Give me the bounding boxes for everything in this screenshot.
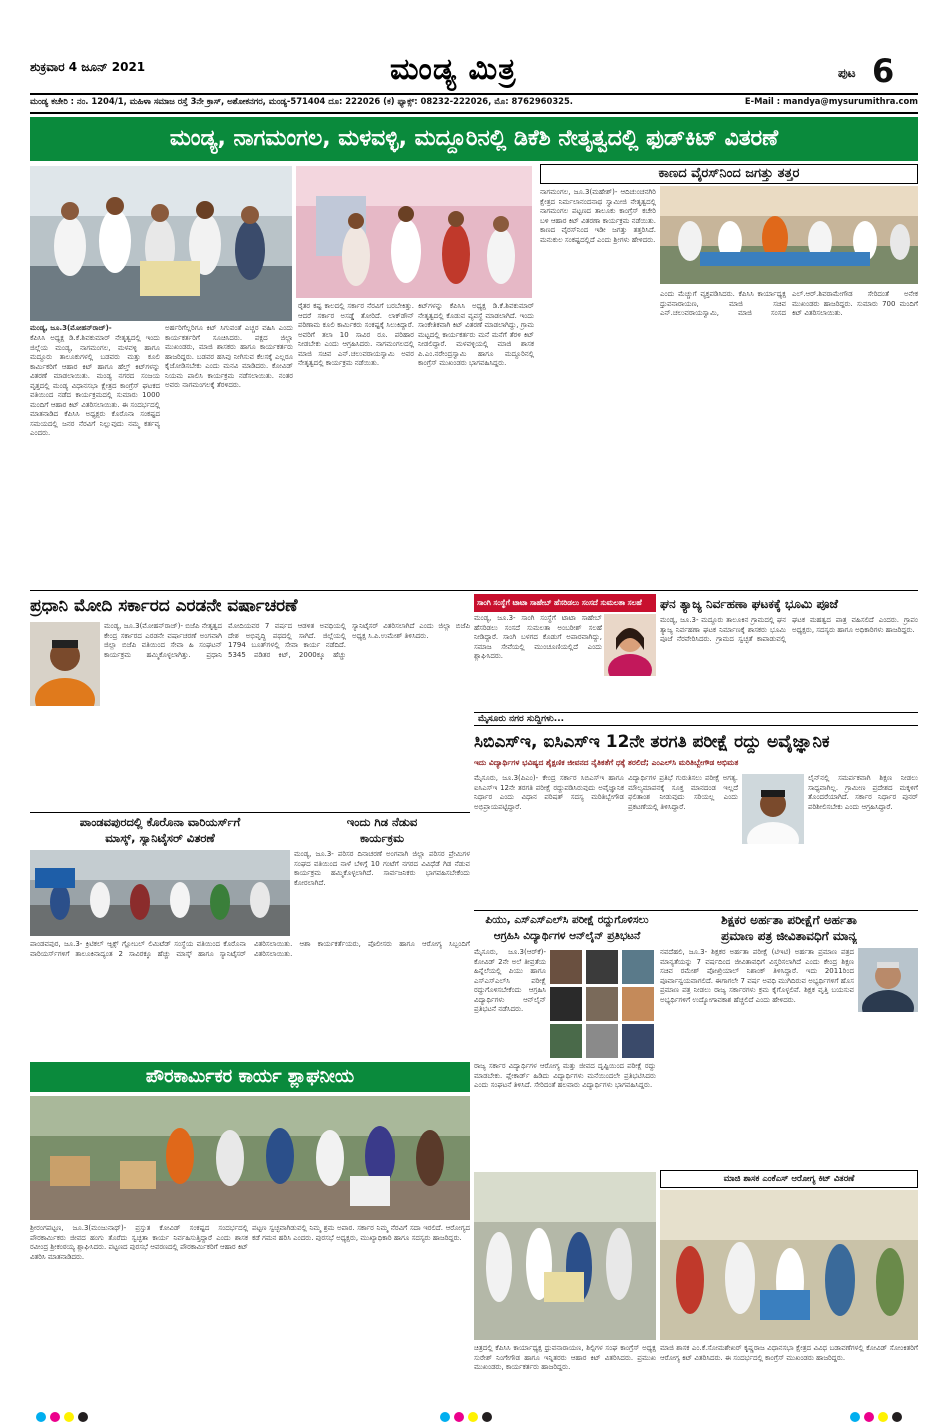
pandavapura-headline-2: ಮಾಸ್ಕ್, ಸ್ಯಾನಿಟೈಸರ್ ವಿತರಣೆ [105, 831, 215, 845]
teacher-headline-1: ಶಿಕ್ಷಕರ ಅರ್ಹತಾ ಪರೀಕ್ಷೆಗೆ ಅರ್ಹತಾ [721, 913, 857, 927]
main-banner [30, 117, 918, 161]
modi-headline: ಪ್ರಧಾನಿ ಮೋದಿ ಸರ್ಕಾರದ ಎರಡನೇ ವರ್ಷಾಚರಣೆ [30, 596, 298, 616]
page-label: ಪುಟ [838, 66, 856, 80]
lead-photo-2 [296, 166, 532, 298]
indu-headline-1: ಇಂದು ಗಿಡ ನೆಡುವ [346, 815, 418, 829]
cbse-headline: ಸಿಬಿಎಸ್‌ಇ, ಐಸಿಎಸ್‌ಇ 12ನೇ ತರಗತಿ ಪರೀಕ್ಷೆ ರದ್ದು ಅವೈಜ್ಞಾನಿಕ [474, 732, 830, 752]
puc-headline-1: ಪಿಯು, ಎಸ್‌ಎಸ್‌ಎಲ್‌ಸಿ ಪರೀಕ್ಷೆ ರದ್ದುಗೊಳಿಸಲು [485, 914, 649, 926]
lead-text-col3: ರೈತರ ಕಷ್ಟ ಕಾಲದಲ್ಲಿ ಸರ್ಕಾರ ನೆರವಿಗೆ ಬರಬೇಕಿತ್ತು. ಆದರೆ ಸರ್ಕಾರ ಅಸಡ್ಡೆ ತೋರಿದೆ. ಲಾಕ್‌ಡೌನ್ ಪರಿಣಾಮ ಕೂಲಿ ಕಾರ್ಮಿಕರು ಸಂಕಷ್ಟಕ್ಕೆ ಸಿಲುಕಿದ್ದಾರೆ. ಅವರಿಗೆ ತಲಾ 10 ಸಾವಿರ ರೂ. ಪರಿಹಾರ ನೀಡಬೇಕು ಎಂದು ಆಗ್ರಹಿಸಿದರು. ನಾಗಮಂಗಲದಲ್ಲಿ ಮಾಜಿ ಸಚಿವ ಎನ್.ಚಲುವರಾಯಸ್ವಾಮಿ ಅವರ ನೇತೃತ್ವದಲ್ಲಿ ಕಾರ್ಯಕ್ರಮ ನಡೆಯಿತು. [298, 302, 414, 367]
indu-headline-2: ಕಾರ್ಯಕ್ರಮ [359, 831, 405, 845]
sumalatha-headline-box [474, 594, 656, 612]
health-kit-headline-box [660, 1170, 918, 1188]
pourakarmika-text-col1: ಶ್ರೀರಂಗಪಟ್ಟಣ, ಜೂ.3(ಮಂಜುನಾಥ್)- ಪ್ರಸ್ತುತ ಕೋವಿಡ್ ಸಂಕಷ್ಟದ ಸಂದರ್ಭದಲ್ಲಿ ಪೌರಕಾರ್ಮಿಕರು ಜೀವದ ಹಂಗು ತೊರೆದು ಸ್ವಚ್ಛತಾ ಕಾರ್ಯ ನಿರ್ವಹಿಸುತ್ತಿದ್ದಾರೆ ಎಂದು ಶಾಸಕ ರವೀಂದ್ರ ಶ್ರೀಕಂಠಯ್ಯ ಶ್ಲಾಘಿಸಿದರು. ಪಟ್ಟಣದ ಪುರಸಭೆ ಆವರಣದಲ್ಲಿ ಪೌರಕಾರ್ಮಿಕರಿಗೆ ಆಹಾರ ಕಿಟ್ ವಿತರಿಸಿ ಮಾತನಾಡಿದರು. [30, 1224, 248, 1261]
bhoomi-headline: ಘನ ತ್ಯಾಜ್ಯ ನಿರ್ವಹಣಾ ಘಟಕಕ್ಕೆ ಭೂಮಿ ಪೂಜೆ [660, 597, 839, 611]
health-kit-photo [660, 1190, 918, 1340]
teacher-headline-2: ಪ್ರಮಾಣ ಪತ್ರ ಜೀವಿತಾವಧಿಗೆ ಮಾನ್ಯ [721, 929, 857, 943]
modi-text: ಮಂಡ್ಯ, ಜೂ.3(ಮೋಹನ್‌ರಾಜ್)- ಬಿಜೆಪಿ ನೇತೃತ್ವದ ಕೇಂದ್ರ ಸರ್ಕಾರದ ಎರಡನೇ ವರ್ಷಾಚರಣೆ ಅಂಗವಾಗಿ ಜಿಲ್ಲಾ ಬಿಜೆಪಿ ವತಿಯಿಂದ ಸೇವಾ ಹಿ ಸಂಘಟನ್ ಕಾರ್ಯಕ್ರಮ ಹಮ್ಮಿಕೊಳ್ಳಲಾಗಿತ್ತು. ಪ್ರಧಾನಿ ಮೋದಿಯವರ 7 ವರ್ಷದ ಆಡಳಿತ ಅವಧಿಯಲ್ಲಿ ದೇಶ ಅಭಿವೃದ್ಧಿ ಪಥದಲ್ಲಿ ಸಾಗಿದೆ. ಜಿಲ್ಲೆಯಲ್ಲಿ 1794 ಬೂತ್‌ಗಳಲ್ಲಿ ಸೇವಾ ಕಾರ್ಯ ನಡೆದಿದೆ. 5345 ಪಡಿತರ ಕಿಟ್, 2000ಕ್ಕೂ ಹೆಚ್ಚು ಸ್ಯಾನಿಟೈಸರ್ ವಿತರಿಸಲಾಗಿದೆ ಎಂದು ಜಿಲ್ಲಾ ಬಿಜೆಪಿ ಅಧ್ಯಕ್ಷ ಸಿ.ಪಿ.ಉಮೇಶ್ ತಿಳಿಸಿದರು. [104, 622, 470, 659]
cbse-portrait [742, 774, 804, 844]
email-text: E-Mail : mandya@mysurumithra.com [744, 96, 918, 106]
pourakarmika-text-col2: ಪಟ್ಟಣ ಸ್ವಚ್ಛವಾಗಿಡುವಲ್ಲಿ ನಿಮ್ಮ ಶ್ರಮ ಅಪಾರ. ಸರ್ಕಾರ ನಿಮ್ಮ ನೆರವಿಗೆ ಸದಾ ಇರಲಿದೆ. ಆರೋಗ್ಯದ ಕಡೆ ಗಮನ ಹರಿಸಿ ಎಂದರು. ಪುರಸಭೆ ಅಧ್ಯಕ್ಷರು, ಮುಖ್ಯಾಧಿಕಾರಿ ಹಾಗೂ ಸದಸ್ಯರು ಹಾಜರಿದ್ದರು. [252, 1224, 470, 1242]
address-text: ಮಂಡ್ಯ ಕಚೇರಿ : ನಂ. 1204/1, ಮಹಿಳಾ ಸಮಾಜ ರಸ್ತೆ 3ನೇ ಕ್ರಾಸ್, ಅಶೋಕನಗರ, ಮಂಡ್ಯ-571404 ದೂ: 222026 (ಕ) ಫ್ಯಾಕ್ಸ್: 08232-222026, ಮೊ: 8762960325. [30, 96, 573, 106]
pourakarmika-headline: ಪೌರಕಾರ್ಮಿಕರ ಕಾರ್ಯ ಶ್ಲಾಘನೀಯ [145, 1066, 355, 1087]
teacher-text: ನವದೆಹಲಿ, ಜೂ.3- ಶಿಕ್ಷಕರ ಅರ್ಹತಾ ಪರೀಕ್ಷೆ (ಟಿಇಟಿ) ಅರ್ಹತಾ ಪ್ರಮಾಣ ಪತ್ರದ ಮಾನ್ಯತೆಯನ್ನು 7 ವರ್ಷದಿಂದ ಜೀವಿತಾವಧಿಗೆ ವಿಸ್ತರಿಸಲಾಗಿದೆ ಎಂದು ಕೇಂದ್ರ ಶಿಕ್ಷಣ ಸಚಿವ ರಮೇಶ್ ಪೋಖ್ರಿಯಾಲ್ ನಿಶಾಂಕ್ ತಿಳಿಸಿದ್ದಾರೆ. ಇದು 2011ರಿಂದ ಪೂರ್ವಾನ್ವಯವಾಗಲಿದೆ. ಈಗಾಗಲೇ 7 ವರ್ಷ ಅವಧಿ ಮುಗಿದಿರುವ ಅಭ್ಯರ್ಥಿಗಳಿಗೆ ಹೊಸ ಪ್ರಮಾಣ ಪತ್ರ ನೀಡಲು ರಾಜ್ಯ ಸರ್ಕಾರಗಳು ಕ್ರಮ ಕೈಗೊಳ್ಳಲಿವೆ. ಶಿಕ್ಷಕ ವೃತ್ತಿ ಬಯಸುವ ಅಭ್ಯರ್ಥಿಗಳಿಗೆ ಉದ್ಯೋಗಾವಕಾಶ ಹೆಚ್ಚಲಿದೆ ಎಂದು ಹೇಳಿದರು. [660, 948, 854, 1004]
lead-photo-1 [30, 166, 292, 321]
pourakarmika-headline-box [30, 1062, 470, 1092]
virus-headline-box [540, 164, 918, 184]
lead-text-col1: ಕೆಪಿಸಿಸಿ ಅಧ್ಯಕ್ಷ ಡಿ.ಕೆ.ಶಿವಕುಮಾರ್ ನೇತೃತ್ವದಲ್ಲಿ ಇಂದು ಜಿಲ್ಲೆಯ ಮಂಡ್ಯ, ನಾಗಮಂಗಲ, ಮಳವಳ್ಳಿ ಹಾಗೂ ಮದ್ದೂರು ತಾಲೂಕುಗಳಲ್ಲಿ ಬಡವರು ಮತ್ತು ಕೂಲಿ ಕಾರ್ಮಿಕರಿಗೆ ಆಹಾರ ಕಿಟ್ ಹಾಗೂ ಹೆಲ್ತ್ ಕಿಟ್‌ಗಳನ್ನು ವಿತರಣೆ ಮಾಡಲಾಯಿತು. ಮಂಡ್ಯ ನಗರದ ಸಂಜಯ ವೃತ್ತದಲ್ಲಿ ಮಂಡ್ಯ ವಿಧಾನಸಭಾ ಕ್ಷೇತ್ರದ ಕಾಂಗ್ರೆಸ್ ಘಟಕದ ವತಿಯಿಂದ ನಡೆದ ಕಾರ್ಯಕ್ರಮದಲ್ಲಿ ಸುಮಾರು 1000 ಮಂದಿಗೆ ಆಹಾರ ಕಿಟ್ ವಿತರಿಸಲಾಯಿತು. ಈ ಸಂದರ್ಭದಲ್ಲಿ ಮಾತನಾಡಿದ ಕೆಪಿಸಿಸಿ ಅಧ್ಯಕ್ಷರು ಕೊರೊನಾ ಸಂಕಷ್ಟದ ಸಮಯದಲ್ಲಿ ಜನರ ನೆರವಿಗೆ ನಿಲ್ಲುವುದು ನಮ್ಮ ಕರ್ತವ್ಯ ಎಂದರು. [30, 334, 160, 437]
virus-photo [660, 186, 918, 284]
mysuru-strip [474, 712, 918, 726]
cbse-text-col3: ಲೈನ್‌ನಲ್ಲಿ ಸಮರ್ಪಕವಾಗಿ ಶಿಕ್ಷಣ ನೀಡಲು ಸಾಧ್ಯವಾಗಿಲ್ಲ. ಗ್ರಾಮೀಣ ಪ್ರದೇಶದ ಮಕ್ಕಳಿಗೆ ತೊಂದರೆಯಾಗಿದೆ. ಸರ್ಕಾರ ನಿರ್ಧಾರ ಪುನರ್ ಪರಿಶೀಲಿಸಬೇಕು ಎಂದು ಆಗ್ರಹಿಸಿದ್ದಾರೆ. [808, 774, 918, 811]
sumalatha-headline: ಸಾಂಗಿ ಸಂಸ್ಥೆಗೆ ಟಾಟಾ ಸಾಹೇಬ್ ಹೆಸರಿಡಲು ಸಂಸದೆ ಸುಮಲತಾ ಸಲಹೆ [477, 598, 642, 607]
puc-text-col2: ರಾಜ್ಯ ಸರ್ಕಾರ ವಿದ್ಯಾರ್ಥಿಗಳ ಆರೋಗ್ಯ ಮತ್ತು ಜೀವದ ದೃಷ್ಟಿಯಿಂದ ಪರೀಕ್ಷೆ ರದ್ದು ಮಾಡಬೇಕು. ಪ್ಲೇಕಾರ್ಡ್ ಹಿಡಿದು ವಿದ್ಯಾರ್ಥಿಗಳು ಮನೆಯಿಂದಲೇ ಪ್ರತಿಭಟಿಸಿದರು ಎಂದು ಸಂಘಟನೆ ತಿಳಿಸಿದೆ. ಸೇರಿದಂತೆ ಹಲವಾರು ವಿದ್ಯಾರ್ಥಿಗಳು ಭಾಗವಹಿಸಿದ್ದರು. [474, 1062, 656, 1089]
health-kit-text: ಮಾಜಿ ಶಾಸಕ ಎಂ.ಕೆ.ಸೋಮಶೇಖರ್ ಕೃಷ್ಣರಾಜ ವಿಧಾನಸಭಾ ಕ್ಷೇತ್ರದ ವಿವಿಧ ಬಡಾವಣೆಗಳಲ್ಲಿ ಕೋವಿಡ್ ಸೋಂಕಿತರಿಗೆ ಆರೋಗ್ಯ ಕಿಟ್ ವಿತರಿಸಿದರು. ಈ ಸಂದರ್ಭದಲ್ಲಿ ಕಾಂಗ್ರೆಸ್ ಮುಖಂಡರು ಹಾಜರಿದ್ದರು. [660, 1344, 918, 1362]
virus-text-col1: ನಾಗಮಂಗಲ, ಜೂ.3(ಮಹೇಶ್)- ಆದಿಚುಂಚನಗಿರಿ ಕ್ಷೇತ್ರದ ನಿರ್ಮಲಾನಂದನಾಥ ಸ್ವಾಮೀಜಿ ನೇತೃತ್ವದಲ್ಲಿ ನಾಗಮಂಗಲ ಪಟ್ಟಣದ ತಾಲೂಕು ಕಾಂಗ್ರೆಸ್ ಕಚೇರಿ ಬಳಿ ಆಹಾರ ಕಿಟ್ ವಿತರಣಾ ಕಾರ್ಯಕ್ರಮ ನಡೆಯಿತು. ಕಾಣದ ವೈರಸ್‌ನಿಂದ ಇಡೀ ಜಗತ್ತು ತತ್ತರಿಸಿದೆ. ಮನುಕುಲ ಸಂಕಷ್ಟದಲ್ಲಿದೆ ಎಂದು ಶ್ರೀಗಳು ಹೇಳಿದರು. [540, 188, 656, 244]
issue-date: ಶುಕ್ರವಾರ 4 ಜೂನ್ 2021 [30, 60, 146, 74]
puc-photo-grid [548, 948, 656, 1060]
indu-text: ಮಂಡ್ಯ, ಜೂ.3- ಪರಿಸರ ದಿನಾಚರಣೆ ಅಂಗವಾಗಿ ಜಿಲ್ಲಾ ಪರಿಸರ ಪ್ರೇಮಿಗಳ ಸಂಘದ ವತಿಯಿಂದ ನಾಳೆ ಬೆಳಿಗ್ಗೆ 10 ಗಂಟೆಗೆ ನಗರದ ವಿವಿಧೆಡೆ ಗಿಡ ನೆಡುವ ಕಾರ್ಯಕ್ರಮ ಹಮ್ಮಿಕೊಳ್ಳಲಾಗಿದೆ. ಸಾರ್ವಜನಿಕರು ಭಾಗವಹಿಸಬೇಕೆಂದು ಕೋರಲಾಗಿದೆ. [294, 850, 470, 887]
page-number: 6 [872, 52, 895, 90]
modi-portrait [30, 622, 100, 706]
virus-text-col2: ಎಂದು ಮೆಚ್ಚುಗೆ ವ್ಯಕ್ತಪಡಿಸಿದರು. ಕೆಪಿಸಿಸಿ ಕಾರ್ಯಾಧ್ಯಕ್ಷ ಧ್ರುವನಾರಾಯಣ, ಮಾಜಿ ಸಚಿವ ಎನ್.ಚಲುವರಾಯಸ್ವಾಮಿ, ಮಾಜಿ ಸಂಸದ ಎಲ್.ಆರ್.ಶಿವರಾಮೇಗೌಡ ಸೇರಿದಂತೆ ಅನೇಕ ಮುಖಂಡರು ಹಾಜರಿದ್ದರು. ಸುಮಾರು 700 ಮಂದಿಗೆ ಕಿಟ್ ವಿತರಿಸಲಾಯಿತು. [660, 290, 918, 317]
sumalatha-portrait [604, 614, 656, 676]
office-address [30, 96, 918, 112]
cbse-text-col2: ವಿದ್ಯಾರ್ಥಿಗಳ ಪ್ರತಿಭೆ ಗುರುತಿಸಲು ಪರೀಕ್ಷೆ ಅಗತ್ಯ. ಮೌಲ್ಯಮಾಪನಕ್ಕೆ ಸೂಕ್ತ ಮಾನದಂಡ ಇಲ್ಲದೆ ಫಲಿತಾಂಶ ನೀಡುವುದು ಸರಿಯಲ್ಲ ಎಂದು ಪ್ರಕಟಣೆಯಲ್ಲಿ ತಿಳಿಸಿದ್ದಾರೆ. [628, 774, 738, 811]
print-color-marks-right [850, 1407, 906, 1426]
lead-text-col2: ಅರ್ಹರಿಗೆಲ್ಲರಿಗೂ ಕಿಟ್ ಸಿಗುವಂತೆ ಎಚ್ಚರ ವಹಿಸಿ ಎಂದು ಕಾರ್ಯಕರ್ತರಿಗೆ ಸೂಚಿಸಿದರು. ಪಕ್ಷದ ಜಿಲ್ಲಾ ಮುಖಂಡರು, ಮಾಜಿ ಶಾಸಕರು ಹಾಗೂ ಕಾರ್ಯಕರ್ತರು ಹಾಜರಿದ್ದರು. ಬಡವರ ಹಸಿವು ನೀಗಿಸುವ ಕೆಲಸಕ್ಕೆ ಎಲ್ಲರೂ ಕೈಜೋಡಿಸಬೇಕು ಎಂದು ಮನವಿ ಮಾಡಿದರು. ಕೋವಿಡ್ ನಿಯಮ ಪಾಲಿಸಿ ಕಾರ್ಯಕ್ರಮ ನಡೆಸಲಾಯಿತು. ನಂತರ ಅವರು ನಾಗಮಂಗಲಕ್ಕೆ ತೆರಳಿದರು. [165, 324, 293, 389]
print-color-marks-center [440, 1407, 496, 1426]
lead-text-col4: ಕಿಟ್‌ಗಳನ್ನು ಕೆಪಿಸಿಸಿ ಅಧ್ಯಕ್ಷ ಡಿ.ಕೆ.ಶಿವಕುಮಾರ್ ನೇತೃತ್ವದಲ್ಲಿ ಕೊಡುವ ವ್ಯವಸ್ಥೆ ಮಾಡಲಾಗಿದೆ. ಇಂದು ಸಾಂಕೇತಿಕವಾಗಿ ಕಿಟ್ ವಿತರಣೆ ಮಾಡಲಾಗಿದ್ದು, ಗ್ರಾಮ ಮಟ್ಟದಲ್ಲಿ ಕಾರ್ಯಕರ್ತರು ಮನೆ ಮನೆಗೆ ತೆರಳಿ ಕಿಟ್ ನೀಡಲಿದ್ದಾರೆ. ಮಳವಳ್ಳಿಯಲ್ಲಿ ಮಾಜಿ ಶಾಸಕ ಪಿ.ಎಂ.ನರೇಂದ್ರಸ್ವಾಮಿ ಹಾಗೂ ಮದ್ದೂರಿನಲ್ಲಿ ಕಾಂಗ್ರೆಸ್ ಮುಖಂಡರು ಭಾಗವಹಿಸಿದ್ದರು. [418, 302, 534, 367]
cbse-subhead: ಇದು ವಿದ್ಯಾರ್ಥಿಗಳ ಭವಿಷ್ಯದ ಶೈಕ್ಷಣಿಕ ಜೀವನದ ನೈತಿಕತೆಗೆ ಧಕ್ಕೆ ತರಲಿದೆ; ಎಂಎಲ್‌ಸಿ ಮರಿತಿಬ್ಬೇಗೌಡ ಅಭಿಮತ [474, 758, 739, 767]
virus-headline: ಕಾಣದ ವೈರಸ್‌ನಿಂದ ಜಗತ್ತು ತತ್ತರ [658, 166, 800, 181]
sumalatha-text: ಮಂಡ್ಯ, ಜೂ.3- ಸಾಂಗಿ ಸಂಸ್ಥೆಗೆ ಟಾಟಾ ಸಾಹೇಬ್ ಹೆಸರಿಡಲು ಸಂಸದೆ ಸುಮಲತಾ ಅಂಬರೀಶ್ ಸಲಹೆ ನೀಡಿದ್ದಾರೆ. ಸಾಂಗಿ ಬಳಗದ ಕೊಡುಗೆ ಅಪಾರವಾಗಿದ್ದು, ಸಮಾಜ ಸೇವೆಯಲ್ಲಿ ಮುಂಚೂಣಿಯಲ್ಲಿದೆ ಎಂದು ಶ್ಲಾಘಿಸಿದರು. [474, 614, 602, 660]
banner-headline: ಮಂಡ್ಯ, ನಾಗಮಂಗಲ, ಮಳವಳ್ಳಿ, ಮದ್ದೂರಿನಲ್ಲಿ ಡಿಕೆಶಿ ನೇತೃತ್ವದಲ್ಲಿ ಫುಡ್‌ಕಿಟ್ ವಿತರಣೆ [169, 126, 779, 151]
pandavapura-headline-1: ಪಾಂಡವಪುರದಲ್ಲಿ ಕೊರೊನಾ ವಾರಿಯರ್ಸ್‌ಗೆ [79, 815, 241, 829]
cbse-text-col1: ಮೈಸೂರು, ಜೂ.3(ಪಿಎಂ)- ಕೇಂದ್ರ ಸರ್ಕಾರ ಸಿಬಿಎಸ್‌ಇ ಹಾಗೂ ಐಸಿಎಸ್‌ಇ 12ನೇ ತರಗತಿ ಪರೀಕ್ಷೆ ರದ್ದುಪಡಿಸಿರುವುದು ಅವೈಜ್ಞಾನಿಕ ನಿರ್ಧಾರ ಎಂದು ವಿಧಾನ ಪರಿಷತ್ ಸದಸ್ಯ ಮರಿತಿಬ್ಬೇಗೌಡ ಅಭಿಪ್ರಾಯಪಟ್ಟಿದ್ದಾರೆ. [474, 774, 624, 811]
mysuru-strip-label: ಮೈಸೂರು ನಗರ ಸುದ್ದಿಗಳು... [478, 714, 565, 724]
teacher-portrait [858, 948, 918, 1012]
pandavapura-text: ಪಾಂಡವಪುರ, ಜೂ.3- ಕ್ರಿಟಿಕಲ್ ಆ್ಯಕ್ಸ್ ಗ್ಲೋಬಲ್ ಲಿಮಿಟೆಡ್ ಸಂಸ್ಥೆಯ ವತಿಯಿಂದ ಕೊರೊನಾ ವಾರಿಯರ್ಸ್‌ಗಳಿಗೆ ತಾಲೂಕಿನಾದ್ಯಂತ 2 ಸಾವಿರಕ್ಕೂ ಹೆಚ್ಚು ಮಾಸ್ಕ್ ಹಾಗೂ ಸ್ಯಾನಿಟೈಸರ್ ವಿತರಿಸಲಾಯಿತು. ಆಶಾ ಕಾರ್ಯಕರ್ತೆಯರು, ಪೊಲೀಸರು ಹಾಗೂ ಆರೋಗ್ಯ ಸಿಬ್ಬಂದಿಗೆ ವಿತರಿಸಲಾಯಿತು. [30, 940, 470, 958]
pandavapura-photo [30, 850, 290, 936]
print-color-marks-left [36, 1407, 92, 1426]
masthead [30, 52, 918, 96]
kit-caption-text: ಚಿತ್ರದಲ್ಲಿ ಕೆಪಿಸಿಸಿ ಕಾರ್ಯಾಧ್ಯಕ್ಷ ಧ್ರುವನಾರಾಯಣ, ಶಿಲ್ಪಿಗಳ ಸಂಘ ಕಾಂಗ್ರೆಸ್ ಅಧ್ಯಕ್ಷ ಸುರೇಶ್ ನಿಂಗೇಗೌಡ ಹಾಗೂ ಇನ್ನಿತರರು ಆಹಾರ ಕಿಟ್ ವಿತರಿಸಿದರು. ಪ್ರಮುಖ ಮುಖಂಡರು, ಕಾರ್ಯಕರ್ತರು ಹಾಜರಿದ್ದರು. [474, 1344, 656, 1371]
puc-text-col1: ಮೈಸೂರು, ಜೂ.3(ಆರ್‌ಕೆ)- ಕೋವಿಡ್ 2ನೇ ಅಲೆ ತೀವ್ರತೆಯ ಹಿನ್ನೆಲೆಯಲ್ಲಿ ಪಿಯು ಹಾಗೂ ಎಸ್‌ಎಸ್‌ಎಲ್‌ಸಿ ಪರೀಕ್ಷೆ ರದ್ದುಗೊಳಿಸಬೇಕೆಂದು ಆಗ್ರಹಿಸಿ ವಿದ್ಯಾರ್ಥಿಗಳು ಆನ್‌ಲೈನ್ ಪ್ರತಿಭಟನೆ ನಡೆಸಿದರು. [474, 948, 546, 1013]
health-kit-headline: ಮಾಜಿ ಶಾಸಕ ಎಂಕೆಎಸ್ ಆರೋಗ್ಯ ಕಿಟ್ ವಿತರಣೆ [723, 1174, 855, 1184]
lead-dateline: ಮಂಡ್ಯ, ಜೂ.3(ಮೋಹನ್‌ರಾಜ್)- [30, 324, 112, 332]
bhoomi-text: ಮಂಡ್ಯ, ಜೂ.3- ಮದ್ದೂರು ತಾಲೂಕಿನ ಗ್ರಾಮದಲ್ಲಿ ಘನ ತ್ಯಾಜ್ಯ ನಿರ್ವಹಣಾ ಘಟಕ ನಿರ್ಮಾಣಕ್ಕೆ ಶಾಸಕರು ಭೂಮಿ ಪೂಜೆ ನೆರವೇರಿಸಿದರು. ಗ್ರಾಮದ ಸ್ವಚ್ಛತೆ ಕಾಪಾಡುವಲ್ಲಿ ಘಟಕ ಮಹತ್ವದ ಪಾತ್ರ ವಹಿಸಲಿದೆ ಎಂದರು. ಗ್ರಾಪಂ ಅಧ್ಯಕ್ಷರು, ಸದಸ್ಯರು ಹಾಗೂ ಅಧಿಕಾರಿಗಳು ಹಾಜರಿದ್ದರು. [660, 616, 918, 643]
puc-headline-2: ಆಗ್ರಹಿಸಿ ವಿದ್ಯಾರ್ಥಿಗಳ ಆನ್‌ಲೈನ್ ಪ್ರತಿಭಟನೆ [493, 930, 641, 942]
masthead-logo: ಮಂಡ್ಯ ಮಿತ್ರ [390, 52, 517, 87]
kit-distribution-photo [474, 1172, 656, 1340]
pourakarmika-photo [30, 1096, 470, 1220]
